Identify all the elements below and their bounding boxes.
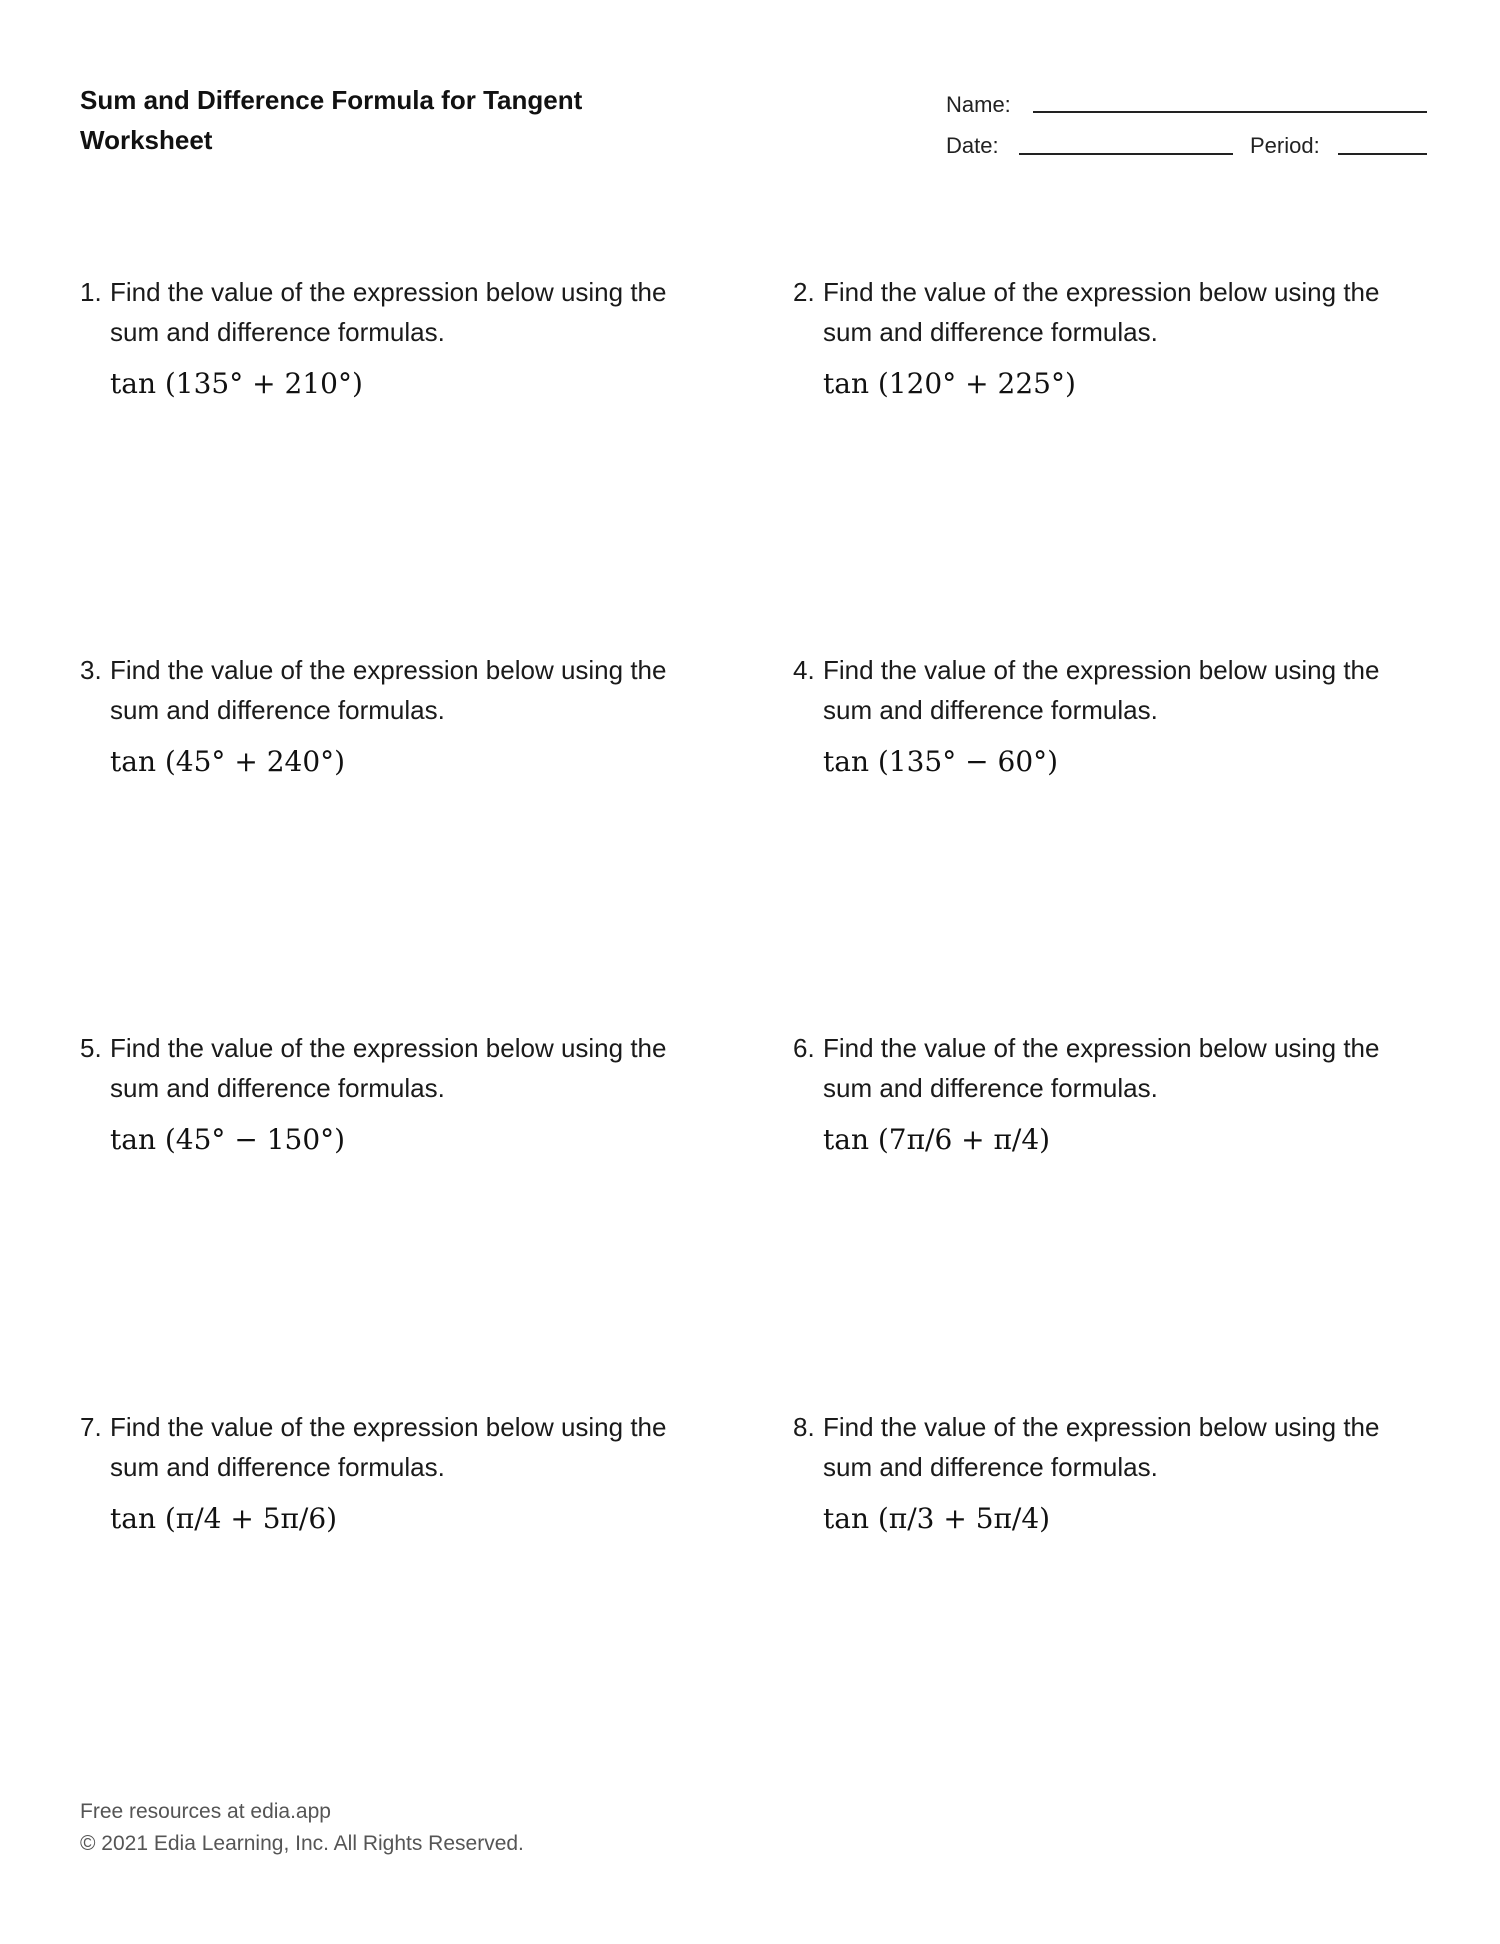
problem-text-line-2: sum and difference formulas. <box>823 1452 1158 1482</box>
problem-1 <box>80 272 720 404</box>
problem-text-line-1: Find the value of the expression below using the <box>823 277 1380 307</box>
worksheet-title <box>80 80 640 160</box>
title-line-1: Sum and Difference Formula for Tangent <box>80 85 583 115</box>
problem-number: 4. <box>793 655 815 685</box>
problem-text-line-1: Find the value of the expression below using the <box>110 277 667 307</box>
problem-text-line-1: Find the value of the expression below using the <box>110 655 667 685</box>
problem-expression: tan (120° + 225°) <box>823 367 1076 400</box>
title-line-2: Worksheet <box>80 125 213 155</box>
problem-text-line-2: sum and difference formulas. <box>823 317 1158 347</box>
problem-number: 8. <box>793 1412 815 1442</box>
name-field-line[interactable] <box>1033 111 1427 113</box>
problem-number: 7. <box>80 1412 102 1442</box>
problem-2 <box>793 272 1433 404</box>
problem-text-line-2: sum and difference formulas. <box>823 1073 1158 1103</box>
problem-text-line-2: sum and difference formulas. <box>823 695 1158 725</box>
problem-text-line-2: sum and difference formulas. <box>110 317 445 347</box>
footer-resources: Free resources at edia.app <box>80 1800 331 1823</box>
problem-8 <box>793 1407 1433 1539</box>
date-field-line[interactable] <box>1019 153 1233 155</box>
problem-3 <box>80 650 720 782</box>
problem-expression: tan (45° + 240°) <box>110 745 346 778</box>
problem-7 <box>80 1407 720 1539</box>
problem-number: 5. <box>80 1033 102 1063</box>
problem-expression: tan (π/4 + 5π/6) <box>110 1502 338 1535</box>
problem-expression: tan (π/3 + 5π/4) <box>823 1502 1051 1535</box>
problem-text-line-1: Find the value of the expression below using the <box>110 1412 667 1442</box>
problem-expression: tan (7π/6 + π/4) <box>823 1123 1051 1156</box>
problem-number: 1. <box>80 277 102 307</box>
problem-text-line-2: sum and difference formulas. <box>110 1452 445 1482</box>
problem-text-line-1: Find the value of the expression below using the <box>823 655 1380 685</box>
name-label: Name: <box>946 92 1011 117</box>
problem-number: 3. <box>80 655 102 685</box>
problem-text-line-2: sum and difference formulas. <box>110 695 445 725</box>
problem-number: 6. <box>793 1033 815 1063</box>
problem-text-line-1: Find the value of the expression below using the <box>823 1412 1380 1442</box>
problem-expression: tan (135° + 210°) <box>110 367 363 400</box>
problem-text-line-1: Find the value of the expression below using the <box>110 1033 667 1063</box>
period-field-line[interactable] <box>1338 153 1427 155</box>
problem-text-line-2: sum and difference formulas. <box>110 1073 445 1103</box>
problem-number: 2. <box>793 277 815 307</box>
problem-5 <box>80 1028 720 1160</box>
problem-expression: tan (45° − 150°) <box>110 1123 346 1156</box>
period-label: Period: <box>1250 133 1320 158</box>
problem-4 <box>793 650 1433 782</box>
footer-copyright: © 2021 Edia Learning, Inc. All Rights Reserved. <box>80 1832 524 1855</box>
problem-expression: tan (135° − 60°) <box>823 745 1059 778</box>
date-label: Date: <box>946 133 999 158</box>
problem-6 <box>793 1028 1433 1160</box>
problem-text-line-1: Find the value of the expression below using the <box>823 1033 1380 1063</box>
